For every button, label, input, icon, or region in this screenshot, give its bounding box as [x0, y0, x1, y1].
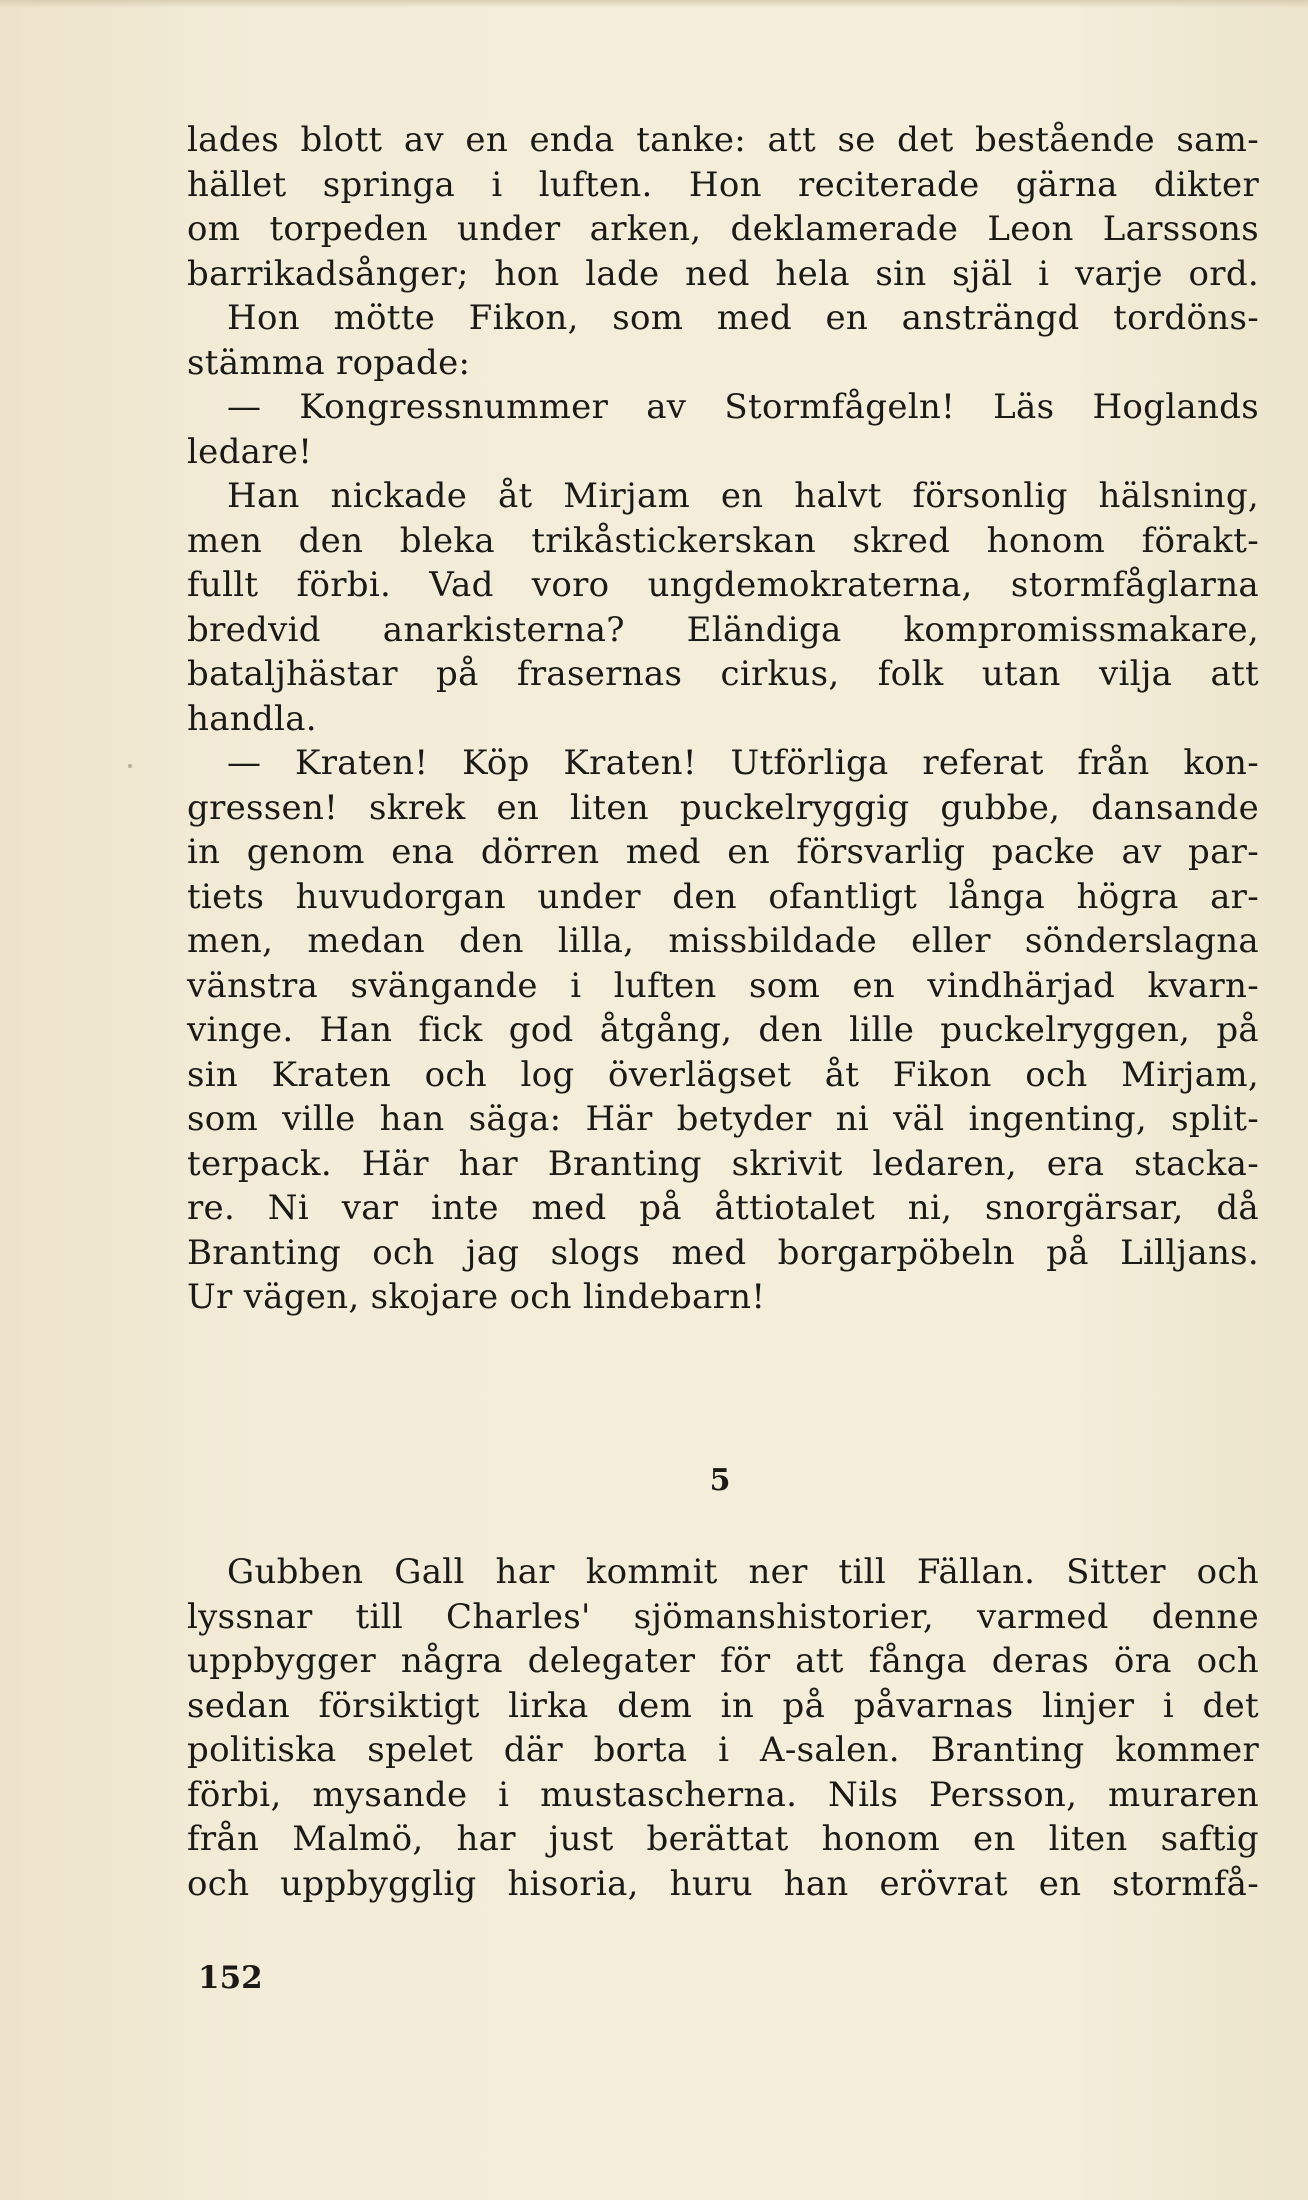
section-number: 5 — [709, 1463, 731, 1498]
text-line: barrikadsånger; hon lade ned hela sin själ i varje ord. — [187, 253, 1259, 294]
text-line: uppbygger några delegater för att fånga deras öra och — [187, 1641, 1259, 1681]
text-line: vänstra svängande i luften som en vindhärjad kvarn- — [187, 965, 1259, 1006]
text-line: Branting och jag slogs med borgarpöbeln på Lilljans. — [187, 1232, 1259, 1273]
text-line: re. Ni var inte med på åttiotalet ni, snorgärsar, då — [187, 1188, 1259, 1228]
text-line: som ville han säga: Här betyder ni väl ingenting, split- — [187, 1099, 1259, 1139]
text-line: bataljhästar på frasernas cirkus, folk utan vilja att — [187, 654, 1259, 694]
text-line: tiets huvudorgan under den ofantligt långa högra ar- — [187, 876, 1259, 917]
text-line: stämma ropade: — [187, 342, 471, 383]
text-line: handla. — [187, 698, 317, 739]
text-line: in genom ena dörren med en försvarlig packe av par- — [187, 832, 1259, 872]
paper-speck — [128, 764, 132, 768]
text-line: Hon mötte Fikon, som med en ansträngd tordöns- — [227, 298, 1259, 338]
text-line: vinge. Han fick god åtgång, den lille puckelryggen, på — [187, 1010, 1259, 1050]
text-line: — Kraten! Köp Kraten! Utförliga referat från kon- — [227, 743, 1259, 783]
text-line: och uppbygglig hisoria, huru han erövrat en stormfå- — [187, 1863, 1259, 1904]
text-line: politiska spelet där borta i A-salen. Branting kommer — [187, 1730, 1259, 1770]
text-line: ledare! — [187, 431, 313, 472]
text-line: förbi, mysande i mustascherna. Nils Persson, muraren — [187, 1774, 1259, 1815]
text-line: lades blott av en enda tanke: att se det bestående sam- — [187, 120, 1259, 160]
text-line: sin Kraten och log överlägset åt Fikon och Mirjam, — [187, 1054, 1259, 1095]
text-line: — Kongressnummer av Stormfågeln! Läs Hoglands — [227, 387, 1259, 427]
text-line: men, medan den lilla, missbildade eller sönderslagna — [187, 921, 1259, 961]
text-line: om torpeden under arken, deklamerade Leon Larssons — [187, 209, 1259, 249]
text-line: terpack. Här har Branting skrivit ledaren, era stacka- — [187, 1143, 1259, 1184]
text-line: men den bleka trikåstickerskan skred honom förakt- — [187, 520, 1259, 561]
body-text-top — [187, 118, 1259, 1320]
page-number: 152 — [198, 1960, 263, 1996]
text-line: Han nickade åt Mirjam en halvt försonlig hälsning, — [227, 476, 1259, 516]
text-line: från Malmö, har just berättat honom en liten saftig — [187, 1819, 1259, 1859]
text-line: bredvid anarkisterna? Eländiga kompromissmakare, — [187, 609, 1259, 650]
page-top-edge — [0, 0, 1308, 8]
text-line: lyssnar till Charles' sjömanshistorier, varmed denne — [187, 1596, 1259, 1637]
text-line: hället springa i luften. Hon reciterade gärna dikter — [187, 164, 1259, 205]
text-line: Ur vägen, skojare och lindebarn! — [187, 1277, 766, 1317]
text-line: sedan försiktigt lirka dem in på påvarnas linjer i det — [187, 1685, 1259, 1726]
text-line: gressen! skrek en liten puckelryggig gubbe, dansande — [187, 787, 1259, 828]
body-text-bottom — [187, 1550, 1259, 1906]
text-line: Gubben Gall har kommit ner till Fällan. Sitter och — [227, 1552, 1259, 1592]
text-line: fullt förbi. Vad voro ungdemokraterna, stormfåglarna — [187, 565, 1259, 605]
